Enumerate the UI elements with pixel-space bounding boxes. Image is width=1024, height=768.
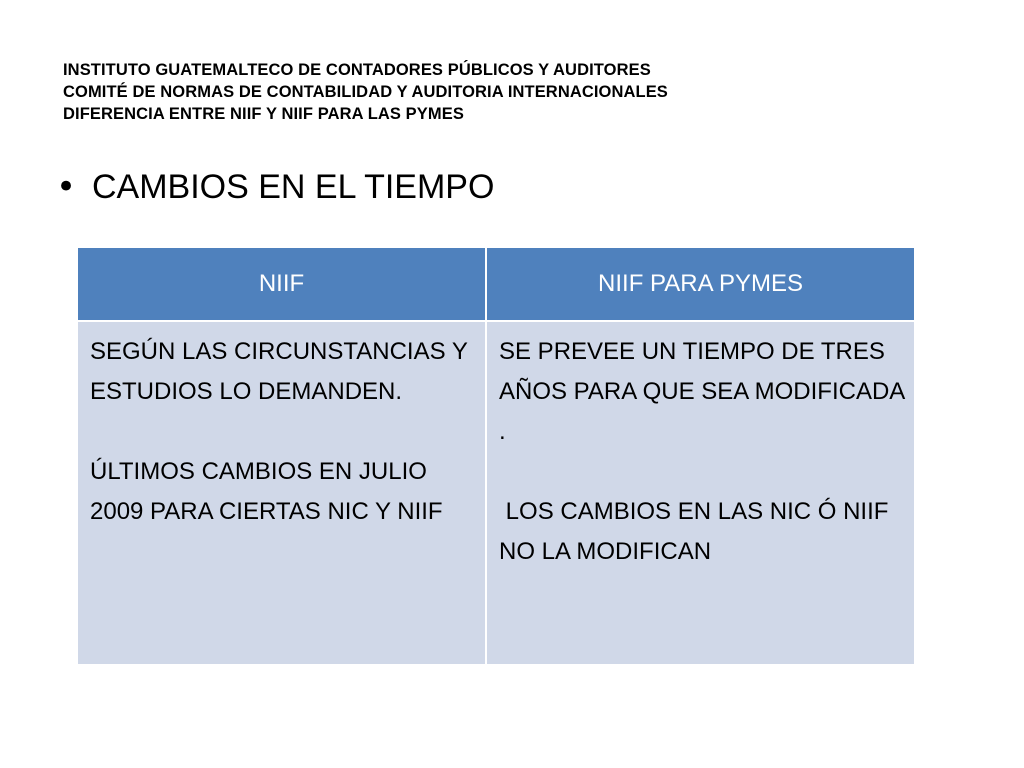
header-topic: DIFERENCIA ENTRE NIIF Y NIIF PARA LAS PYMES	[63, 105, 464, 123]
cell-niif-pymes-para2: LOS CAMBIOS EN LAS NIC Ó NIIF NO LA MODIFICAN	[499, 498, 902, 565]
cell-niif-pymes	[486, 321, 915, 665]
paragraph-gap	[499, 452, 904, 492]
cell-niif-para1: SEGÚN LAS CIRCUNSTANCIAS Y ESTUDIOS LO DEMANDEN.	[90, 338, 468, 405]
table-header-row	[77, 247, 915, 321]
bullet-text: CAMBIOS EN EL TIEMPO	[92, 168, 495, 206]
bullet-point	[56, 164, 494, 210]
header-institute: INSTITUTO GUATEMALTECO DE CONTADORES PÚBLICOS Y AUDITORES	[63, 61, 651, 79]
comparison-table	[76, 246, 916, 666]
cell-niif	[77, 321, 486, 665]
header-committee: COMITÉ DE NORMAS DE CONTABILIDAD Y AUDITORIA INTERNACIONALES	[63, 83, 668, 101]
paragraph-gap	[90, 412, 475, 452]
table-row	[77, 321, 915, 665]
slide-header	[63, 59, 963, 125]
column-header-niif: NIIF	[77, 247, 486, 321]
bullet-marker: •	[56, 167, 77, 207]
column-header-niif-pymes: NIIF PARA PYMES	[486, 247, 915, 321]
cell-niif-pymes-para1: SE PREVEE UN TIEMPO DE TRES AÑOS PARA QUE SEA MODIFICADA .	[499, 338, 904, 445]
cell-niif-para2: ÚLTIMOS CAMBIOS EN JULIO 2009 PARA CIERTAS NIC Y NIIF	[90, 458, 443, 525]
